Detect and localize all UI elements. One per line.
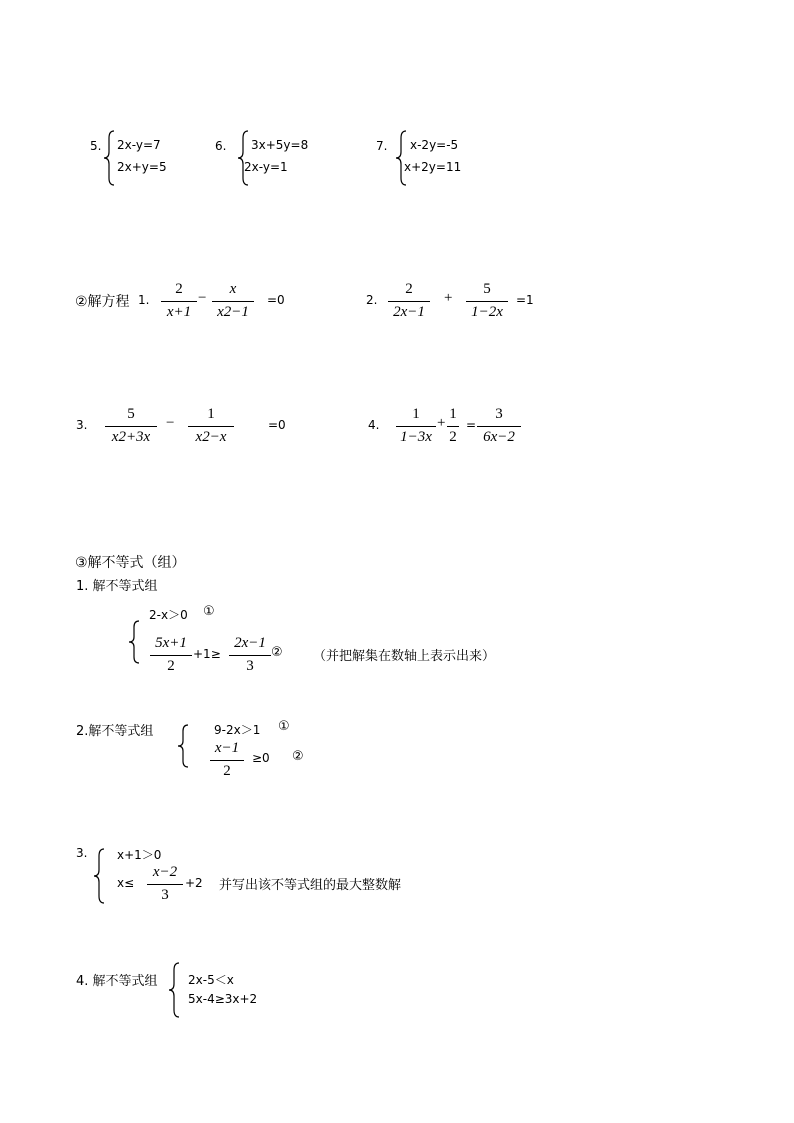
circled-one-marker: ① xyxy=(278,719,290,734)
denominator: 3 xyxy=(161,887,169,903)
numerator: x−1 xyxy=(214,740,240,756)
denominator: 2 xyxy=(167,658,175,674)
fraction xyxy=(388,281,430,325)
left-brace-icon xyxy=(102,130,116,186)
numerator: 1 xyxy=(207,406,215,422)
numerator: 1 xyxy=(449,406,457,422)
equation-1: 2x-y=7 xyxy=(117,138,161,152)
numerator: 3 xyxy=(495,406,503,422)
fraction xyxy=(210,740,244,784)
fraction xyxy=(466,281,508,325)
fraction-bar xyxy=(388,301,430,302)
right-hand-side: =0 xyxy=(268,418,286,432)
fraction xyxy=(150,635,192,679)
inequality-1: 9-2x＞1 xyxy=(214,723,261,737)
operator: + xyxy=(444,290,453,306)
fraction-bar xyxy=(210,760,244,761)
fraction-bar xyxy=(229,655,271,656)
left-brace-icon xyxy=(236,130,250,186)
denominator: 2x−1 xyxy=(393,304,425,320)
left-brace-icon xyxy=(127,620,141,664)
denominator: 1−3x xyxy=(400,429,432,445)
denominator: x2+3x xyxy=(111,429,151,445)
inequality-2: 5x-4≥3x+2 xyxy=(188,992,258,1006)
fraction xyxy=(229,635,271,679)
problem-title: 1. 解不等式组 xyxy=(76,579,158,594)
fraction xyxy=(105,406,157,450)
fraction-bar xyxy=(477,426,521,427)
right-hand-side: =1 xyxy=(516,293,534,307)
fraction xyxy=(161,281,197,325)
instruction-note: （并把解集在数轴上表示出来） xyxy=(313,649,496,664)
operator: + xyxy=(437,415,446,431)
denominator: 6x−2 xyxy=(483,429,515,445)
fraction xyxy=(396,406,436,450)
operator: − xyxy=(198,290,207,306)
fraction-bar xyxy=(396,426,436,427)
numerator: 2x−1 xyxy=(234,635,266,651)
problem-number: 3. xyxy=(76,418,88,432)
denominator: 2 xyxy=(449,429,457,445)
circled-two-marker: ② xyxy=(292,749,304,764)
equation-2: x+2y=11 xyxy=(404,160,462,174)
fraction-bar xyxy=(212,301,254,302)
fraction-bar xyxy=(150,655,192,656)
denominator: 1−2x xyxy=(471,304,503,320)
numerator: 2 xyxy=(405,281,413,297)
numerator: 1 xyxy=(412,406,420,422)
left-brace-icon xyxy=(176,724,190,768)
numerator: x−2 xyxy=(152,864,178,880)
fraction-bar xyxy=(105,426,157,427)
section-heading: ③解不等式（组） xyxy=(75,555,186,571)
inequality-1: x+1＞0 xyxy=(117,848,162,862)
problem-title: 2.解不等式组 xyxy=(76,724,154,739)
fraction-bar xyxy=(466,301,508,302)
relation-text: ≥0 xyxy=(252,751,270,765)
operator-text: +2 xyxy=(185,876,203,890)
fraction xyxy=(447,406,459,450)
operator: − xyxy=(166,415,175,431)
numerator: 5 xyxy=(127,406,135,422)
circled-two-marker: ② xyxy=(271,645,283,660)
problem-number: 4. xyxy=(368,418,380,432)
problem-number: 7. xyxy=(376,139,388,153)
fraction-bar xyxy=(188,426,234,427)
equals-sign: = xyxy=(466,418,477,432)
fraction xyxy=(212,281,254,325)
numerator: 5x+1 xyxy=(155,635,187,651)
denominator: x2−x xyxy=(195,429,227,445)
problem-number: 6. xyxy=(215,139,227,153)
right-hand-side: =0 xyxy=(267,293,285,307)
numerator: 2 xyxy=(175,281,183,297)
denominator: 2 xyxy=(223,763,231,779)
relation-text: x≤ xyxy=(117,876,135,890)
denominator: x2−1 xyxy=(217,304,249,320)
problem-number: 1. xyxy=(138,293,150,307)
problem-number: 2. xyxy=(366,293,378,307)
instruction-note: 并写出该不等式组的最大整数解 xyxy=(219,878,402,893)
equation-2: 2x-y=1 xyxy=(244,160,288,174)
equation-1: 3x+5y=8 xyxy=(251,138,309,152)
operator-text: +1≥ xyxy=(193,647,221,661)
section-heading: ②解方程 xyxy=(75,294,130,310)
problem-number: 5. xyxy=(90,139,102,153)
fraction xyxy=(147,864,183,908)
fraction xyxy=(477,406,521,450)
equation-1: x-2y=-5 xyxy=(410,138,459,152)
problem-number: 3. xyxy=(76,846,88,860)
left-brace-icon xyxy=(92,848,106,904)
left-brace-icon xyxy=(167,962,181,1018)
circled-one-marker: ① xyxy=(203,604,215,619)
inequality-1: 2-x＞0 xyxy=(149,608,188,622)
fraction-bar xyxy=(447,426,459,427)
denominator: 3 xyxy=(246,658,254,674)
denominator: x+1 xyxy=(166,304,192,320)
fraction xyxy=(188,406,234,450)
left-brace-icon xyxy=(394,130,408,186)
equation-2: 2x+y=5 xyxy=(117,160,167,174)
fraction-bar xyxy=(147,884,183,885)
numerator: x xyxy=(229,281,237,297)
numerator: 5 xyxy=(483,281,491,297)
inequality-1: 2x-5＜x xyxy=(188,973,234,987)
problem-title: 4. 解不等式组 xyxy=(76,974,158,989)
fraction-bar xyxy=(161,301,197,302)
